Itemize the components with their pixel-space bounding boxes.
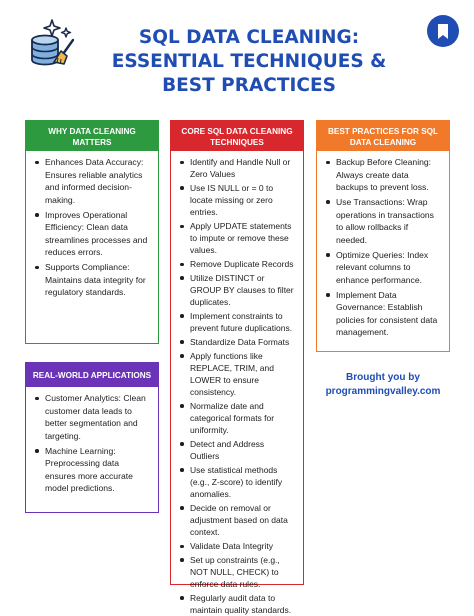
credit-line: Brought you by — [346, 372, 420, 383]
list-item: Machine Learning: Preprocessing data ensures more accurate model predictions. — [45, 445, 150, 495]
list-item: Utilize DISTINCT or GROUP BY clauses to filter duplicates. — [190, 272, 294, 308]
list-item: Customer Analytics: Clean customer data leads to better segmentation and targeting. — [45, 392, 150, 442]
list-item: Backup Before Cleaning: Always create data backups to prevent loss. — [336, 156, 441, 194]
list-item: Supports Compliance: Maintains data integrity for regulatory standards. — [45, 261, 150, 299]
page-title: SQL DATA CLEANING: ESSENTIAL TECHNIQUES & BEST PRACTICES — [111, 27, 387, 96]
list-item: Use IS NULL or = 0 to locate missing or zero entries. — [190, 182, 295, 219]
why-data-cleaning-card — [25, 120, 159, 344]
best-practices-list — [317, 151, 449, 339]
list-item: Enhances Data Accuracy: Ensures reliable analytics and informed decision-making. — [45, 156, 150, 206]
list-item: Normalize date and categorical formats for uniformity. — [190, 400, 295, 437]
list-item: Improves Operational Efficiency: Clean data streamlines processes and reduces errors. — [45, 209, 150, 259]
list-item: Implement Data Governance: Establish policies for consistent data management. — [336, 289, 441, 339]
core-techniques-card — [170, 120, 304, 616]
why-data-cleaning-heading: WHY DATA CLEANING MATTERS — [26, 121, 158, 151]
credit-link[interactable]: programmingvalley.com — [325, 386, 441, 397]
credit — [316, 371, 450, 399]
best-practices-card — [316, 120, 450, 352]
real-world-applications-list — [26, 387, 158, 495]
sparkle-icon — [44, 20, 71, 37]
list-item: Use Transactions: Wrap operations in transactions to allow rollbacks if needed. — [336, 196, 441, 246]
best-practices-heading: BEST PRACTICES FOR SQL DATA CLEANING — [317, 121, 449, 151]
database-icon — [32, 36, 58, 65]
list-item: Decide on removal or adjustment based on data context. — [190, 502, 295, 539]
bookmark-icon[interactable] — [427, 15, 459, 47]
list-item: Optimize Queries: Index relevant columns to enhance performance. — [336, 249, 441, 287]
core-techniques-list — [171, 151, 303, 616]
list-item: Regularly audit data to maintain quality standards. — [190, 592, 295, 616]
list-item: Set up constraints (e.g., NOT NULL, CHECK) to enforce data rules. — [190, 554, 295, 591]
real-world-applications-card — [25, 362, 159, 513]
list-item: Identify and Handle Null or Zero Values — [190, 156, 295, 180]
list-item: Apply functions like REPLACE, TRIM, and LOWER to ensure consistency. — [190, 350, 295, 399]
list-item: Remove Duplicate Records — [190, 259, 294, 270]
list-item: Use statistical methods (e.g., Z-score) to identify anomalies. — [190, 464, 295, 501]
list-item: Implement constraints to prevent future duplications. — [190, 310, 295, 334]
list-item: Validate Data Integrity — [190, 540, 295, 552]
why-data-cleaning-list — [26, 151, 158, 299]
real-world-applications-heading: REAL-WORLD APPLICATIONS — [26, 363, 158, 387]
list-item: Detect and Address Outliers — [190, 438, 295, 462]
core-techniques-heading: CORE SQL DATA CLEANING TECHNIQUES — [171, 121, 303, 151]
list-item: Standardize Data Formats — [190, 336, 295, 348]
database-broom-icon — [28, 18, 78, 68]
list-item: Apply UPDATE statements to impute or remove these values. — [190, 220, 295, 257]
